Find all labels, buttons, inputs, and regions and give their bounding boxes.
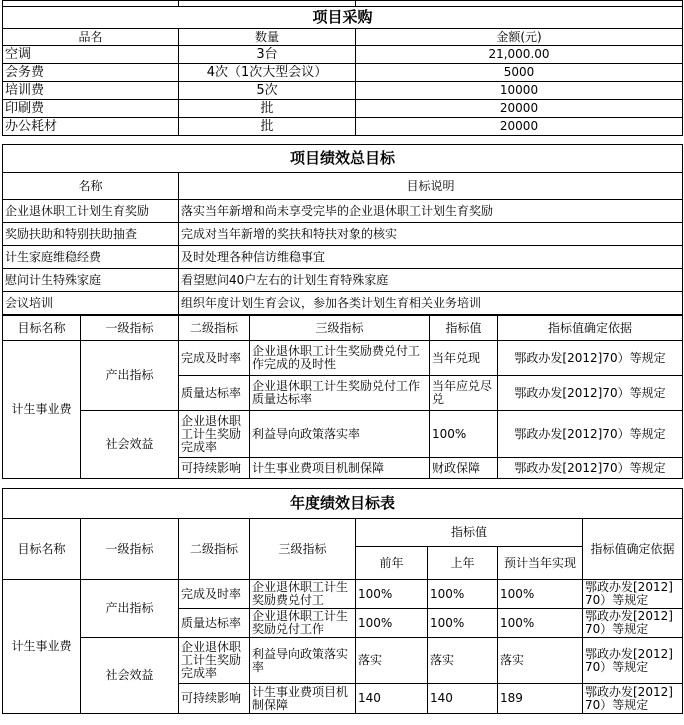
item-quantity: 5次 (179, 82, 356, 100)
goal-name: 企业退休职工计划生育奖励 (3, 200, 179, 223)
indicator-basis: 鄂政办发[2012]70）等规定 (583, 580, 683, 609)
indicator-value: 100% (430, 411, 498, 458)
level1-indicator: 产出指标 (81, 341, 179, 411)
item-name: 印刷费 (3, 100, 179, 118)
header-level2: 二级指标 (179, 519, 250, 580)
header-basis: 指标值确定依据 (583, 519, 683, 580)
level2-indicator: 企业退休职工计生奖励完成率 (179, 411, 250, 458)
header-level3: 三级指标 (250, 316, 430, 341)
overall-goals-table (2, 144, 683, 315)
level3-indicator: 企业退休职工计生奖励费兑付工作完成的及时性 (250, 341, 430, 376)
item-quantity: 批 (179, 100, 356, 118)
level3-indicator: 企业退休职工计生奖励费兑付工 (250, 580, 356, 609)
indicator-basis: 鄂政办发[2012]70）等规定 (583, 684, 683, 714)
procurement-title: 项目采购 (3, 7, 683, 29)
goal-description: 落实当年新增和尚未享受完毕的企业退休职工计划生育奖励 (179, 200, 683, 223)
target-name: 计生事业费 (3, 580, 81, 714)
goal-name: 计生家庭维稳经费 (3, 246, 179, 269)
value-expected: 100% (498, 609, 583, 638)
level2-indicator: 完成及时率 (179, 341, 250, 376)
level2-indicator: 质量达标率 (179, 376, 250, 411)
level2-indicator: 完成及时率 (179, 580, 250, 609)
level1-indicator: 社会效益 (81, 638, 179, 714)
value-last-year: 100% (428, 609, 498, 638)
header-level2: 二级指标 (179, 316, 250, 341)
header-level3: 三级指标 (250, 519, 356, 580)
item-quantity: 3台 (179, 46, 356, 64)
value-year-before-last: 140 (356, 684, 428, 714)
value-last-year: 落实 (428, 638, 498, 684)
procurement-table (2, 6, 683, 136)
annual-goals-title: 年度绩效目标表 (3, 489, 683, 519)
value-year-before-last: 100% (356, 609, 428, 638)
item-amount: 10000 (356, 82, 683, 100)
item-name: 空调 (3, 46, 179, 64)
header-basis: 指标值确定依据 (498, 316, 683, 341)
goal-description: 完成对当年新增的奖扶和特扶对象的核实 (179, 223, 683, 246)
indicator-table (2, 315, 683, 479)
goal-description: 组织年度计划生育会议，参加各类计划生育相关业务培训 (179, 292, 683, 315)
header-year-before-last: 前年 (356, 547, 428, 580)
goal-description: 及时处理各种信访维稳事宜 (179, 246, 683, 269)
item-name: 会务费 (3, 64, 179, 82)
header-expected-this-year: 预计当年实现 (498, 547, 583, 580)
header-level1: 一级指标 (81, 316, 179, 341)
item-name: 办公耗材 (3, 118, 179, 136)
header-target-name: 目标名称 (3, 316, 81, 341)
header-amount: 金额(元) (356, 29, 683, 46)
indicator-basis: 鄂政办发[2012]70）等规定 (498, 411, 683, 458)
indicator-basis: 鄂政办发[2012]70）等规定 (583, 609, 683, 638)
level2-indicator: 质量达标率 (179, 609, 250, 638)
level3-indicator: 利益导向政策落实率 (250, 638, 356, 684)
level1-indicator: 产出指标 (81, 580, 179, 638)
item-quantity: 4次（1次大型会议） (179, 64, 356, 82)
value-expected: 落实 (498, 638, 583, 684)
level1-indicator: 社会效益 (81, 411, 179, 479)
level3-indicator: 利益导向政策落实率 (250, 411, 430, 458)
target-name: 计生事业费 (3, 341, 81, 479)
header-item-name: 品名 (3, 29, 179, 46)
header-indicator-value: 指标值 (356, 519, 583, 547)
goal-description: 看望慰问40户左右的计划生育特殊家庭 (179, 269, 683, 292)
header-level1: 一级指标 (81, 519, 179, 580)
header-target-name: 目标名称 (3, 519, 81, 580)
item-amount: 20000 (356, 100, 683, 118)
value-last-year: 100% (428, 580, 498, 609)
level2-indicator: 可持续影响 (179, 684, 250, 714)
header-goal-name: 名称 (3, 173, 179, 200)
item-quantity: 批 (179, 118, 356, 136)
indicator-basis: 鄂政办发[2012]70）等规定 (498, 341, 683, 376)
header-goal-description: 目标说明 (179, 173, 683, 200)
indicator-value: 当年兑现 (430, 341, 498, 376)
item-name: 培训费 (3, 82, 179, 100)
overall-goals-title: 项目绩效总目标 (3, 145, 683, 173)
value-year-before-last: 100% (356, 580, 428, 609)
annual-goals-table (2, 488, 683, 714)
goal-name: 慰问计生特殊家庭 (3, 269, 179, 292)
level3-indicator: 企业退休职工计生奖励兑付工作 (250, 609, 356, 638)
header-indicator-value: 指标值 (430, 316, 498, 341)
goal-name: 奖励扶助和特别扶助抽查 (3, 223, 179, 246)
indicator-basis: 鄂政办发[2012]70）等规定 (498, 376, 683, 411)
level2-indicator: 可持续影响 (179, 458, 250, 479)
level3-indicator: 计生事业费项目机制保障 (250, 684, 356, 714)
header-last-year: 上年 (428, 547, 498, 580)
level3-indicator: 企业退休职工计生奖励兑付工作质量达标率 (250, 376, 430, 411)
item-amount: 21,000.00 (356, 46, 683, 64)
goal-name: 会议培训 (3, 292, 179, 315)
indicator-value: 财政保障 (430, 458, 498, 479)
value-year-before-last: 落实 (356, 638, 428, 684)
value-expected: 100% (498, 580, 583, 609)
level3-indicator: 计生事业费项目机制保障 (250, 458, 430, 479)
indicator-basis: 鄂政办发[2012]70）等规定 (583, 638, 683, 684)
header-quantity: 数量 (179, 29, 356, 46)
level2-indicator: 企业退休职工计生奖励完成率 (179, 638, 250, 684)
value-expected: 189 (498, 684, 583, 714)
item-amount: 20000 (356, 118, 683, 136)
item-amount: 5000 (356, 64, 683, 82)
indicator-value: 当年应兑尽兑 (430, 376, 498, 411)
value-last-year: 140 (428, 684, 498, 714)
indicator-basis: 鄂政办发[2012]70）等规定 (498, 458, 683, 479)
